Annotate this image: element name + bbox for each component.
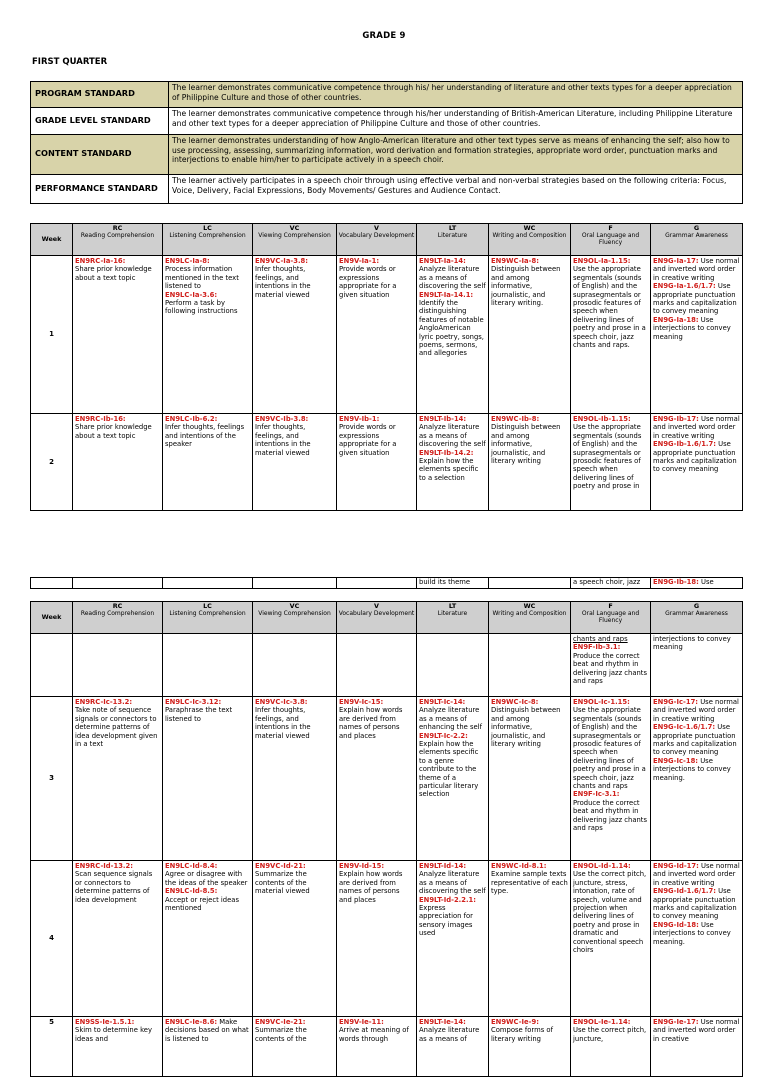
cell-v: EN9V-Ib-1: Provide words or expressions appropriate for a given situation <box>337 414 417 511</box>
cell-wc: EN9WC-Id-8.1: Examine sample texts representative of each type. <box>489 861 571 1017</box>
cell-lt: EN9LT-Ia-14: Analyze literature as a means of discovering the self EN9LT-Ia-14.1: Identify the distinguishing features of notable AngloAmerican lyric poetry, songs, poems, sermons, and allegories <box>417 256 489 414</box>
cell-lc: EN9LC-Id-8.4: Agree or disagree with the ideas of the speaker EN9LC-Id-8.5: Accept or reject ideas mentioned <box>163 861 253 1017</box>
table-row <box>31 697 743 861</box>
cell-wc: EN9WC-Ie-9: Compose forms of literary writing <box>489 1017 571 1077</box>
header-rc: RC Reading Comprehension <box>73 602 163 634</box>
header-f: F Oral Language and Fluency <box>571 224 651 256</box>
cell-g: interjections to convey meaning <box>651 634 743 697</box>
cell-lt: EN9LT-Ib-14: Analyze literature as a means of discovering the self EN9LT-Ib-14.2: Explain how the elements specific to a selection <box>417 414 489 511</box>
week-number: 2 <box>31 414 73 511</box>
cell-rc: EN9RC-Ia-16: Share prior knowledge about a text topic <box>73 256 163 414</box>
cell-f: EN9OL-Ie-1.14: Use the correct pitch, juncture, <box>571 1017 651 1077</box>
cell-lt: EN9LT-Id-14: Analyze literature as a means of discovering the self EN9LT-Id-2.2.1: Express appreciation for sensory images used <box>417 861 489 1017</box>
cell-vc: EN9VC-Ib-3.8: Infer thoughts, feelings, and intentions in the material viewed <box>253 414 337 511</box>
standard-label: CONTENT STANDARD <box>31 135 169 175</box>
standard-label: PERFORMANCE STANDARD <box>31 175 169 204</box>
cell-v: EN9V-Ie-11: Arrive at meaning of words through <box>337 1017 417 1077</box>
header-week: Week <box>31 224 73 256</box>
cell-v: EN9V-Ia-1: Provide words or expressions appropriate for a given situation <box>337 256 417 414</box>
standard-row <box>31 135 743 175</box>
table-row <box>31 414 743 511</box>
cell-rc: EN9SS-Ie-1.5.1: Skim to determine key ideas and <box>73 1017 163 1077</box>
standard-row <box>31 175 743 204</box>
standard-label: GRADE LEVEL STANDARD <box>31 108 169 135</box>
cell-f: EN9OL-Ia-1.15: Use the appropriate segmentals (sounds of English) and the suprasegmentals or prosodic features of speech when delivering lines of poetry and prose in a speech choir, jazz chants and raps. <box>571 256 651 414</box>
cell-v: EN9V-Id-15: Explain how words are derived from names of persons and places <box>337 861 417 1017</box>
table-row <box>31 256 743 414</box>
week-number: 1 <box>31 256 73 414</box>
week-number: 3 <box>31 697 73 861</box>
table-row <box>31 861 743 1017</box>
quarter-heading: FIRST QUARTER <box>32 57 108 67</box>
header-g: G Grammar Awareness <box>651 224 743 256</box>
cell-f: EN9OL-Ic-1.15: Use the appropriate segmentals (sounds of English) and the suprasegmentals or prosodic features of speech when delivering lines of poetry and prose in a speech choir, jazz chants and raps EN9F-Ic-3.1: Produce the correct beat and rhythm in delivering jazz chants and raps <box>571 697 651 861</box>
standard-text: The learner demonstrates understanding of how Anglo-American literature and other text types serve as means of enhancing the self; also how to use processing, assessing, summarizing information, word derivation and formation strategies, appropriate word order, punctuation marks and interjections to enable him/her to participate actively in a speech choir. <box>169 135 743 175</box>
header-g: G Grammar Awareness <box>651 602 743 634</box>
document-title: GRADE 9 <box>362 31 406 41</box>
header-lc: LC Listening Comprehension <box>163 602 253 634</box>
cell-f: a speech choir, jazz <box>571 578 651 589</box>
standard-text: The learner demonstrates communicative competence through his/ her understanding of literature and other texts types for a deeper appreciation of Philippine Culture and those of other countries. <box>169 82 743 108</box>
cell-lt: EN9LT-Ic-14: Analyze literature as a means of enhancing the self EN9LT-Ic-2.2: Explain how the elements specific to a genre contribute to the theme of a particular literary selection <box>417 697 489 861</box>
table-row <box>31 578 743 589</box>
header-vc: VC Viewing Comprehension <box>253 224 337 256</box>
cell-lc: EN9LC-Ic-3.12: Paraphrase the text listened to <box>163 697 253 861</box>
header-wc: WC Writing and Composition <box>489 224 571 256</box>
cell-rc: EN9RC-Ic-13.2: Take note of sequence signals or connectors to determine patterns of idea development given in a text <box>73 697 163 861</box>
cell-lc: EN9LC-Ie-8.6: Make decisions based on what is listened to <box>163 1017 253 1077</box>
cell-wc: EN9WC-Ic-8: Distinguish between and among informative, journalistic, and literary writing <box>489 697 571 861</box>
header-lt: LT Literature <box>417 224 489 256</box>
cell-vc: EN9VC-Id-21: Summarize the contents of the material viewed <box>253 861 337 1017</box>
week-number: 5 <box>31 1017 73 1077</box>
cell-lt: build its theme <box>417 578 489 589</box>
cell-lc: EN9LC-Ia-8: Process information mentioned in the text listened to EN9LC-Ia-3.6: Perform a task by following instructions <box>163 256 253 414</box>
header-v: V Vocabulary Development <box>337 602 417 634</box>
standard-text: The learner demonstrates communicative competence through his/her understanding of British-American Literature, including Philippine Literature and other text types for a deeper appreciation of Philippine Culture and those of other countries. <box>169 108 743 135</box>
cell-vc: EN9VC-Ie-21: Summarize the contents of the <box>253 1017 337 1077</box>
cell-g: EN9G-Ib-17: Use normal and inverted word order in creative writing EN9G-Ib-1.6/1.7: Use appropriate punctuation marks and capitalization to convey meaning <box>651 414 743 511</box>
cell-f: EN9OL-Ib-1.15: Use the appropriate segmentals (sounds of English) and the suprasegmentals or prosodic features of speech when delivering lines of poetry and prose in <box>571 414 651 511</box>
table-header-row <box>31 602 743 634</box>
header-lt: LT Literature <box>417 602 489 634</box>
cell-vc: EN9VC-Ia-3.8: Infer thoughts, feelings, and intentions in the material viewed <box>253 256 337 414</box>
week-number: 4 <box>31 861 73 1017</box>
standard-row <box>31 82 743 108</box>
header-week: Week <box>31 602 73 634</box>
cell-v: EN9V-Ic-15: Explain how words are derived from names of persons and places <box>337 697 417 861</box>
standards-table <box>30 81 743 204</box>
competency-table <box>30 601 743 1077</box>
cell-f: chants and raps EN9F-Ib-3.1: Produce the correct beat and rhythm in delivering jazz chants and raps <box>571 634 651 697</box>
header-f: F Oral Language and Fluency <box>571 602 651 634</box>
table-row <box>31 634 743 697</box>
cell-f: EN9OL-Id-1.14: Use the correct pitch, juncture, stress, intonation, rate of speech, volume and projection when delivering lines of poetry and prose in dramatic and conventional speech choirs <box>571 861 651 1017</box>
table-header-row <box>31 224 743 256</box>
cell-g: EN9G-Id-17: Use normal and inverted word order in creative writing EN9G-Id-1.6/1.7: Use appropriate punctuation marks and capitalization to convey meaning EN9G-Id-18: Use interjections to convey meaning. <box>651 861 743 1017</box>
cell-wc: EN9WC-Ib-8: Distinguish between and among informative, journalistic, and literary writing <box>489 414 571 511</box>
standard-row <box>31 108 743 135</box>
cell-lt: EN9LT-Ie-14: Analyze literature as a means of <box>417 1017 489 1077</box>
cell-wc: EN9WC-Ia-8: Distinguish between and among informative, journalistic, and literary writing. <box>489 256 571 414</box>
standard-text: The learner actively participates in a speech choir through using effective verbal and non-verbal strategies based on the following criteria: Focus, Voice, Delivery, Facial Expressions, Body Movements/ Gestures and Audience Contact. <box>169 175 743 204</box>
cell-g: EN9G-Ic-17: Use normal and inverted word order in creative writing EN9G-Ic-1.6/1.7: Use appropriate punctuation marks and capitalization to convey meaning EN9G-Ic-18: Use interjections to convey meaning. <box>651 697 743 861</box>
cell-g: EN9G-Ie-17: Use normal and inverted word order in creative <box>651 1017 743 1077</box>
header-wc: WC Writing and Composition <box>489 602 571 634</box>
header-rc: RC Reading Comprehension <box>73 224 163 256</box>
cell-g: EN9G-Ia-17: Use normal and inverted word order in creative writing EN9G-Ia-1.6/1.7: Use appropriate punctuation marks and capitalization to convey meaning EN9G-Ia-18: Use interjections to convey meaning <box>651 256 743 414</box>
cell-g: EN9G-Ib-18: Use <box>651 578 743 589</box>
cell-rc: EN9RC-Ib-16: Share prior knowledge about a text topic <box>73 414 163 511</box>
header-vc: VC Viewing Comprehension <box>253 602 337 634</box>
header-v: V Vocabulary Development <box>337 224 417 256</box>
standard-label: PROGRAM STANDARD <box>31 82 169 108</box>
cell-vc: EN9VC-Ic-3.8: Infer thoughts, feelings, and intentions in the material viewed <box>253 697 337 861</box>
cell-lc: EN9LC-Ib-6.2: Infer thoughts, feelings and intentions of the speaker <box>163 414 253 511</box>
competency-table <box>30 223 743 511</box>
table-row <box>31 1017 743 1077</box>
cell-rc: EN9RC-Id-13.2: Scan sequence signals or connectors to determine patterns of idea development <box>73 861 163 1017</box>
header-lc: LC Listening Comprehension <box>163 224 253 256</box>
continuation-strip <box>30 577 743 589</box>
